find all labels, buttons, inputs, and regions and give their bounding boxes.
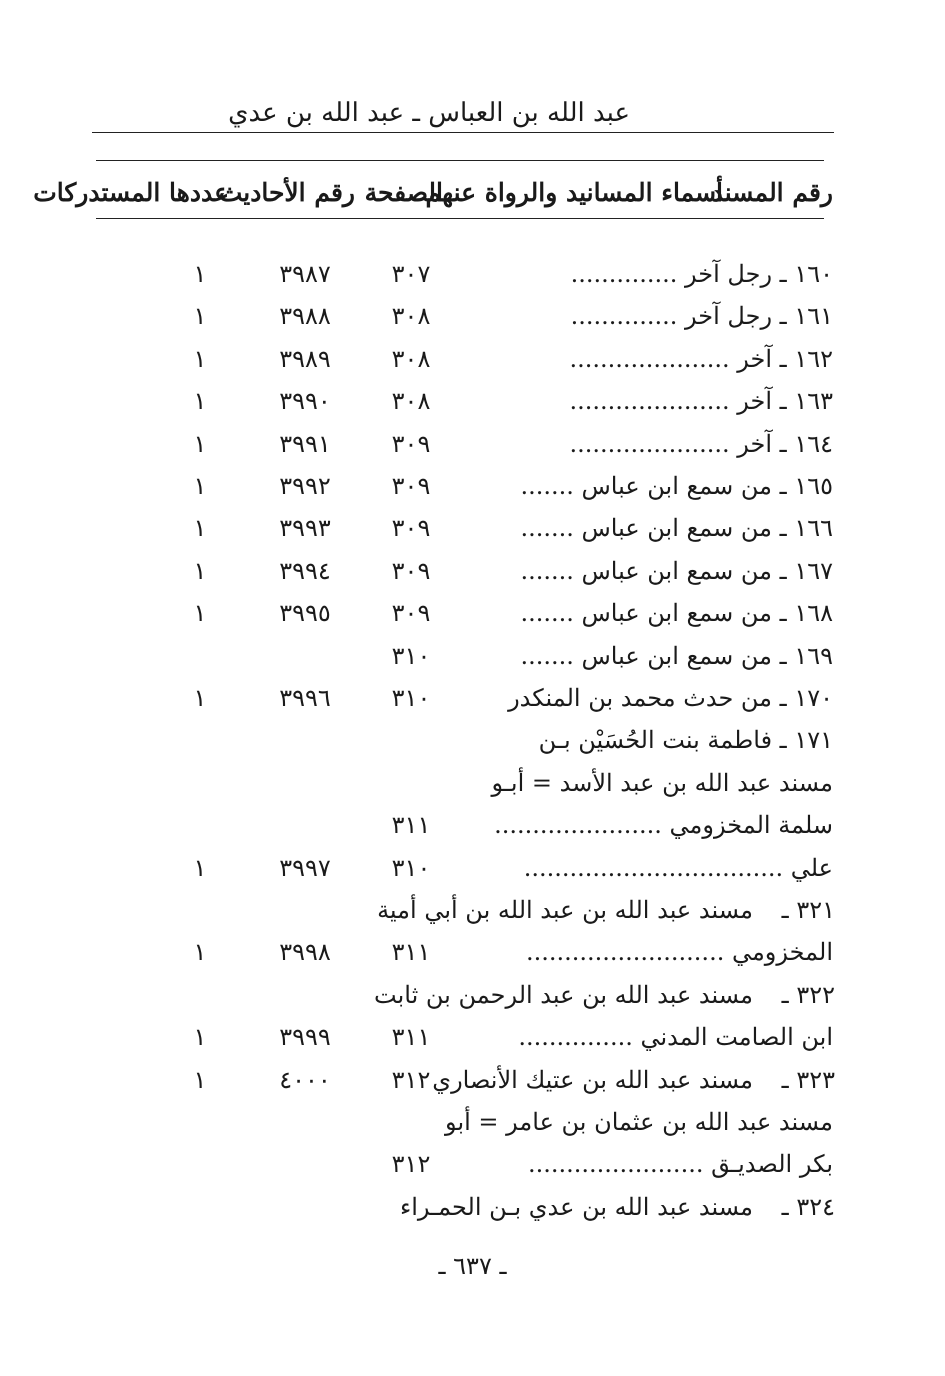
musnad-name: ١٦٧ ـ من سمع ابن عباس ....... bbox=[520, 556, 833, 585]
column-header-names: أسماء المسانيد والرواة عنهم bbox=[425, 178, 723, 207]
musnad-name: ١٦١ ـ رجل آخر .............. bbox=[570, 302, 833, 331]
musnad-name: ١٦٥ ـ من سمع ابن عباس ....... bbox=[520, 472, 833, 500]
musnad-name: مسند عبد الله بن عبد الأسد = أبـو bbox=[491, 768, 833, 797]
table-row bbox=[0, 551, 945, 591]
table-row bbox=[0, 975, 945, 1015]
musnad-name: ١٦٣ ـ آخر ..................... bbox=[569, 387, 833, 416]
page-cell: ٣١٠ bbox=[391, 853, 431, 882]
header-rule bbox=[92, 132, 834, 133]
musnad-name: مسند عبد الله بن عتيك الأنصاري bbox=[432, 1065, 753, 1094]
musnad-number: ٣٢٤ ـ bbox=[781, 1192, 835, 1221]
table-header-rule bbox=[96, 218, 824, 219]
mustadrak-count-cell bbox=[180, 805, 220, 845]
page-cell: ٣١١ bbox=[391, 938, 431, 967]
hadith-number-cell bbox=[262, 1102, 348, 1142]
page-cell: ٣٠٨ bbox=[391, 387, 431, 416]
page-cell bbox=[380, 1187, 442, 1227]
musnad-name: ١٦٨ ـ من سمع ابن عباس ....... bbox=[520, 599, 833, 628]
table-top-rule bbox=[96, 160, 824, 161]
hadith-number-cell bbox=[262, 805, 348, 845]
hadith-number-cell bbox=[262, 636, 348, 676]
table-row bbox=[0, 720, 945, 760]
hadith-number-cell bbox=[262, 975, 348, 1015]
page-cell: ٣٠٩ bbox=[391, 599, 431, 628]
page-cell: ٣١٢ bbox=[391, 1150, 431, 1179]
table-row bbox=[0, 254, 945, 294]
table-row bbox=[0, 848, 945, 888]
page-cell: ٣٠٩ bbox=[391, 556, 431, 585]
page-cell: ٣١٠ bbox=[391, 641, 431, 670]
hadith-number-cell: ٣٩٩٩ bbox=[279, 1023, 331, 1052]
page-cell: ٣١٠ bbox=[391, 684, 431, 712]
hadith-number-cell: ٣٩٨٨ bbox=[279, 302, 331, 331]
musnad-name: ١٦٩ ـ من سمع ابن عباس ....... bbox=[520, 641, 833, 670]
table-row bbox=[0, 1017, 945, 1057]
mustadrak-count-cell: ١ bbox=[193, 556, 207, 585]
musnad-name: بكر الصديـق ....................... bbox=[527, 1150, 833, 1179]
mustadrak-count-cell bbox=[180, 1102, 220, 1142]
hadith-number-cell: ٣٩٩٠ bbox=[279, 387, 331, 416]
page-cell bbox=[380, 763, 442, 803]
mustadrak-count-cell: ١ bbox=[193, 514, 207, 543]
musnad-name: مسند عبد الله بن عثمان بن عامر = أبو bbox=[445, 1108, 833, 1136]
mustadrak-count-cell: ١ bbox=[193, 472, 207, 500]
table-row bbox=[0, 805, 945, 845]
mustadrak-count-cell: ١ bbox=[193, 684, 207, 712]
mustadrak-count-cell bbox=[180, 1187, 220, 1227]
page-cell: ٣٠٩ bbox=[391, 472, 431, 500]
hadith-number-cell: ٣٩٩٣ bbox=[279, 514, 331, 543]
table-row bbox=[0, 636, 945, 676]
musnad-name: مسند عبد الله بن عدي بـن الحمـراء bbox=[399, 1192, 753, 1221]
hadith-number-cell: ٣٩٩٦ bbox=[279, 684, 331, 712]
mustadrak-count-cell: ١ bbox=[193, 429, 207, 458]
page-cell: ٣٠٨ bbox=[391, 344, 431, 373]
table-row bbox=[0, 1102, 945, 1142]
table-row bbox=[0, 508, 945, 548]
mustadrak-count-cell: ١ bbox=[193, 302, 207, 331]
mustadrak-count-cell: ١ bbox=[193, 853, 207, 882]
page-cell bbox=[380, 1102, 442, 1142]
musnad-number: ٣٢٢ ـ bbox=[781, 980, 835, 1009]
page-cell: ٣١١ bbox=[391, 811, 431, 840]
hadith-number-cell: ٣٩٩٤ bbox=[279, 556, 331, 585]
hadith-number-cell bbox=[262, 720, 348, 760]
mustadrak-count-cell bbox=[180, 1144, 220, 1184]
mustadrak-count-cell bbox=[180, 636, 220, 676]
hadith-number-cell bbox=[262, 890, 348, 930]
page-cell: ٣١١ bbox=[391, 1023, 431, 1052]
musnad-name: ١٦٦ ـ من سمع ابن عباس ....... bbox=[520, 514, 833, 543]
mustadrak-count-cell: ١ bbox=[193, 260, 207, 288]
mustadrak-count-cell: ١ bbox=[193, 599, 207, 628]
table-row bbox=[0, 466, 945, 506]
table-row bbox=[0, 678, 945, 718]
mustadrak-count-cell: ١ bbox=[193, 344, 207, 373]
mustadrak-count-cell bbox=[180, 890, 220, 930]
musnad-name: ١٦٢ ـ آخر ..................... bbox=[569, 344, 833, 373]
hadith-number-cell bbox=[262, 1187, 348, 1227]
table-row bbox=[0, 1060, 945, 1100]
hadith-number-cell: ٤٠٠٠ bbox=[279, 1065, 331, 1094]
mustadrak-count-cell: ١ bbox=[193, 938, 207, 967]
musnad-name: ١٦٤ ـ آخر ..................... bbox=[569, 429, 833, 458]
mustadrak-count-cell bbox=[180, 763, 220, 803]
musnad-name: سلمة المخزومي ...................... bbox=[494, 811, 833, 840]
hadith-number-cell: ٣٩٩٨ bbox=[279, 938, 331, 967]
musnad-name: ١٧٠ ـ من حدث محمد بن المنكدر bbox=[508, 684, 833, 712]
musnad-name: ١٧١ ـ فاطمة بنت الحُسَيْن بـن bbox=[538, 726, 833, 755]
page-cell: ٣٠٨ bbox=[391, 302, 431, 331]
mustadrak-count-cell: ١ bbox=[193, 1023, 207, 1052]
page-cell bbox=[380, 890, 442, 930]
table-row bbox=[0, 890, 945, 930]
hadith-number-cell: ٣٩٩٢ bbox=[279, 472, 331, 500]
mustadrak-count-cell bbox=[180, 975, 220, 1015]
mustadrak-count-cell: ١ bbox=[193, 1065, 207, 1094]
musnad-name: المخزومي .......................... bbox=[525, 938, 833, 967]
mustadrak-count-cell bbox=[180, 720, 220, 760]
hadith-number-cell bbox=[262, 763, 348, 803]
table-row bbox=[0, 381, 945, 421]
table-row bbox=[0, 424, 945, 464]
table-row bbox=[0, 593, 945, 633]
table-row bbox=[0, 932, 945, 972]
hadith-number-cell: ٣٩٩٧ bbox=[279, 853, 331, 882]
hadith-number-cell: ٣٩٩١ bbox=[279, 429, 331, 458]
musnad-name: علي .................................. bbox=[523, 853, 833, 882]
page-cell bbox=[380, 975, 442, 1015]
page-number: ـ ٦٣٧ ـ bbox=[438, 1252, 507, 1280]
column-header-number: رقم المسند bbox=[711, 178, 833, 207]
musnad-number: ٣٢١ ـ bbox=[781, 896, 835, 924]
table-row bbox=[0, 339, 945, 379]
table-row bbox=[0, 1144, 945, 1184]
page-cell: ٣١٢ bbox=[391, 1065, 431, 1094]
table-row bbox=[0, 763, 945, 803]
column-header-mustadrak: عددها المستدركات bbox=[33, 178, 229, 207]
table-row bbox=[0, 296, 945, 336]
page-cell: ٣٠٩ bbox=[391, 514, 431, 543]
musnad-name: مسند عبد الله بن عبد الله بن أبي أمية bbox=[377, 896, 753, 924]
column-header-page: الصفحة bbox=[364, 178, 443, 207]
page-cell: ٣٠٩ bbox=[391, 429, 431, 458]
hadith-number-cell: ٣٩٨٩ bbox=[279, 344, 331, 373]
running-header: عبد الله بن العباس ـ عبد الله بن عدي bbox=[228, 98, 630, 128]
musnad-name: ابن الصامت المدني ............... bbox=[518, 1023, 833, 1052]
mustadrak-count-cell: ١ bbox=[193, 387, 207, 416]
hadith-number-cell bbox=[262, 1144, 348, 1184]
hadith-number-cell: ٣٩٩٥ bbox=[279, 599, 331, 628]
page-cell bbox=[380, 720, 442, 760]
page-cell: ٣٠٧ bbox=[391, 260, 431, 288]
table-row bbox=[0, 1187, 945, 1227]
musnad-number: ٣٢٣ ـ bbox=[781, 1065, 835, 1094]
musnad-name: ١٦٠ ـ رجل آخر .............. bbox=[570, 260, 833, 288]
hadith-number-cell: ٣٩٨٧ bbox=[279, 260, 331, 288]
column-header-hadith: رقم الأحاديث bbox=[218, 178, 355, 207]
musnad-name: مسند عبد الله بن عبد الرحمن بن ثابت bbox=[374, 980, 753, 1009]
